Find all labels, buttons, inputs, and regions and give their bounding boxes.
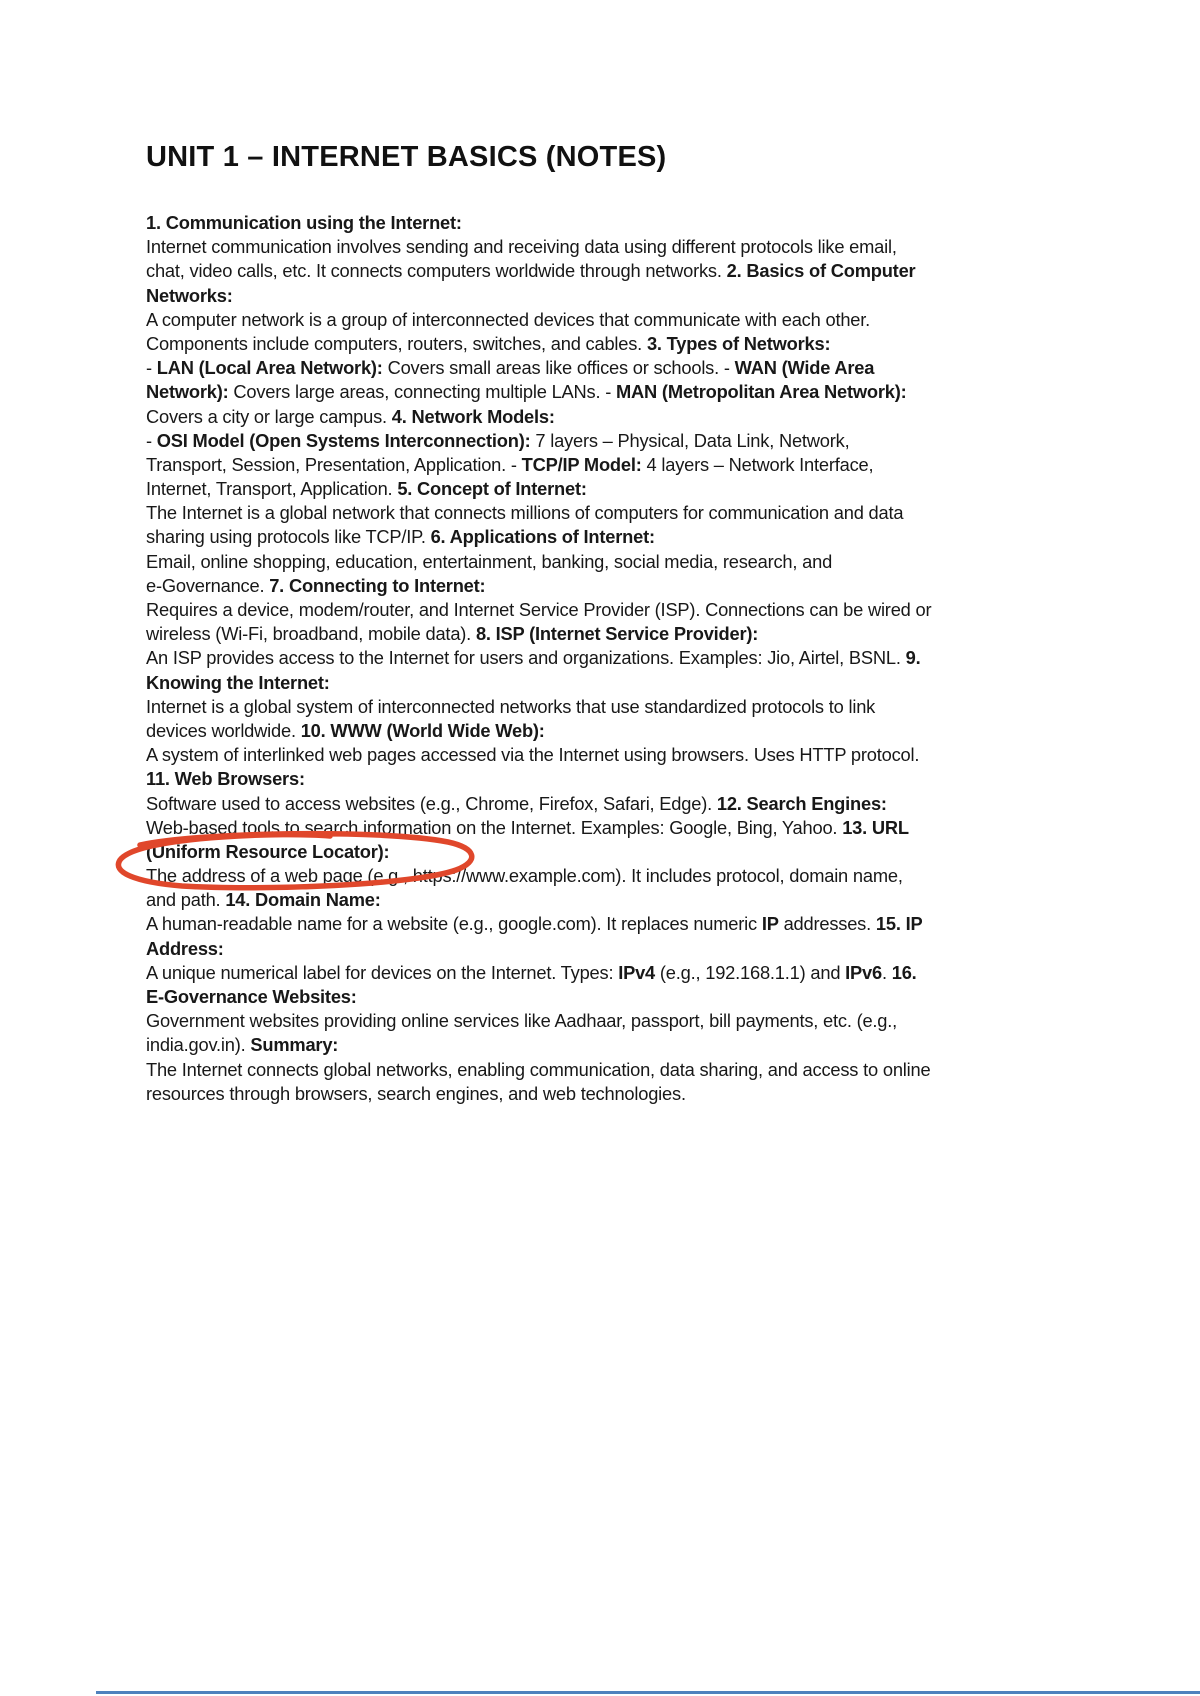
text-line: The address of a web page (e.g., https://www.example.com). It includes protocol, domain name, <box>146 865 903 887</box>
page-title: UNIT 1 – INTERNET BASICS (NOTES) <box>146 141 667 173</box>
text-line: A computer network is a group of interconnected devices that communicate with each other. <box>146 308 871 330</box>
text-line: wireless (Wi-Fi, broadband, mobile data). 8. ISP (Internet Service Provider): <box>146 623 759 645</box>
footer-divider-line <box>96 1691 1200 1694</box>
text-line: A unique numerical label for devices on the Internet. Types: IPv4 (e.g., 192.168.1.1) and IPv6. 16. <box>146 961 917 983</box>
text-line: Network): Covers large areas, connecting multiple LANs. - MAN (Metropolitan Area Network): <box>146 381 907 403</box>
text-line: (Uniform Resource Locator): <box>146 840 390 862</box>
text-line: An ISP provides access to the Internet for users and organizations. Examples: Jio, Airtel, BSNL. 9. <box>146 647 921 669</box>
text-line: Internet is a global system of interconnected networks that use standardized protocols to link <box>146 695 876 717</box>
text-line: Web-based tools to search information on the Internet. Examples: Google, Bing, Yahoo. 13. URL <box>146 816 909 838</box>
text-line: devices worldwide. 10. WWW (World Wide Web): <box>146 719 545 741</box>
text-line: A system of interlinked web pages accessed via the Internet using browsers. Uses HTTP protocol. <box>146 744 920 766</box>
text-line: E-Governance Websites: <box>146 986 357 1007</box>
text-line: chat, video calls, etc. It connects computers worldwide through networks. 2. Basics of Computer <box>146 260 916 282</box>
text-line: Requires a device, modem/router, and Internet Service Provider (ISP). Connections can be wired or <box>146 599 932 620</box>
text-line: 1. Communication using the Internet: <box>146 212 462 233</box>
text-line: Internet communication involves sending and receiving data using different protocols like email, <box>146 236 897 258</box>
text-line: A human-readable name for a website (e.g., google.com). It replaces numeric IP addresses. 15. IP <box>146 913 923 935</box>
text-line: Components include computers, routers, switches, and cables. 3. Types of Networks: <box>146 332 831 354</box>
text-line: Transport, Session, Presentation, Application. - TCP/IP Model: 4 layers – Network Interface, <box>146 453 874 475</box>
text-line: The Internet is a global network that connects millions of computers for communication and data <box>146 502 904 524</box>
text-line: - LAN (Local Area Network): Covers small areas like offices or schools. - WAN (Wide Area <box>146 357 875 379</box>
text-line: Internet, Transport, Application. 5. Concept of Internet: <box>146 478 587 500</box>
text-line: Software used to access websites (e.g., Chrome, Firefox, Safari, Edge). 12. Search Engines: <box>146 792 887 814</box>
text-line: The Internet connects global networks, enabling communication, data sharing, and access to online <box>146 1058 931 1080</box>
text-line: india.gov.in). Summary: <box>146 1034 339 1056</box>
text-line: Government websites providing online services like Aadhaar, passport, bill payments, etc. (e.g., <box>146 1010 898 1032</box>
text-line: resources through browsers, search engines, and web technologies. <box>146 1082 686 1104</box>
text-line: Covers a city or large campus. 4. Network Models: <box>146 405 555 427</box>
text-line: 11. Web Browsers: <box>146 768 305 790</box>
text-lines <box>146 211 1086 1106</box>
text-line: and path. 14. Domain Name: <box>146 889 381 911</box>
text-line: Knowing the Internet: <box>146 671 330 693</box>
text-line: Address: <box>146 937 224 959</box>
text-line: - OSI Model (Open Systems Interconnection): 7 layers – Physical, Data Link, Network, <box>146 429 850 451</box>
text-line: sharing using protocols like TCP/IP. 6. Applications of Internet: <box>146 526 655 548</box>
text-line: Email, online shopping, education, entertainment, banking, social media, research, and <box>146 550 833 572</box>
text-line: e-Governance. 7. Connecting to Internet: <box>146 574 486 596</box>
text-line: Networks: <box>146 284 233 306</box>
